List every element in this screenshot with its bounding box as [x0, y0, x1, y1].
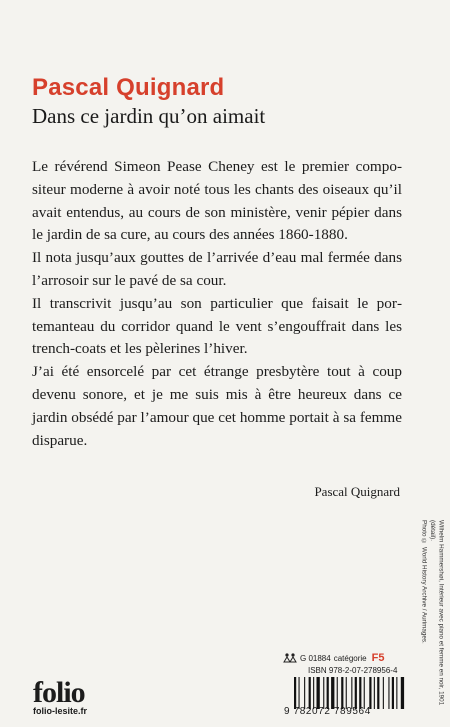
book-title: Dans ce jardin qu’on aimait	[32, 104, 266, 128]
category-label: catégorie	[333, 653, 367, 663]
blurb-paragraph-3: Il transcrivit jusqu’au son particulier que faisait le portemanteau du corridor quand le vent s’engouffrait dans les trench-coats et les pèlerines l’hiver.	[32, 294, 402, 358]
barcode-bar	[337, 677, 338, 709]
barcode-bar	[383, 677, 384, 709]
barcode-digits: 9 782072 789564	[284, 706, 371, 717]
barcode-bar	[304, 677, 305, 709]
barcode-bar	[401, 677, 404, 709]
image-credit-line-2: Photo © World History Archive / Aurimages.	[420, 520, 428, 644]
image-credit-line-1: Wilhelm Hammershøi, Intérieur avec piano et femme en noir, 1901 (détail).	[429, 520, 445, 706]
barcode-bar	[331, 677, 334, 709]
blurb-paragraph-2: Il nota jusqu’aux gouttes de l’arrivée d’eau mal fermée dans l’arrosoir sur le pavé de sa cour.	[32, 249, 402, 289]
barcode-bar	[327, 677, 329, 709]
author-signature: Pascal Quignard	[314, 484, 400, 499]
barcode-bar	[317, 677, 320, 709]
category-badge: F5	[371, 652, 385, 664]
barcode-bar	[309, 677, 311, 709]
back-cover-blurb	[32, 156, 402, 452]
catalog-line	[283, 652, 384, 664]
barcode-bar	[346, 677, 347, 709]
barcode	[294, 677, 412, 709]
barcode-bar	[377, 677, 379, 709]
image-credit	[419, 520, 445, 720]
isbn-number: ISBN 978-2-07-278956-4	[308, 666, 398, 675]
folio-logo: folio	[33, 676, 85, 709]
barcode-bar	[388, 677, 389, 709]
barcode-bar	[294, 677, 296, 709]
catalog-number: G 01884	[300, 653, 331, 663]
barcode-bar	[374, 677, 375, 709]
barcode-bar	[355, 677, 357, 709]
barcode-bar	[313, 677, 314, 709]
barcode-bar	[364, 677, 365, 709]
barcode-bar	[299, 677, 300, 709]
barcode-bar	[396, 677, 397, 709]
author-name: Pascal Quignard	[32, 74, 225, 101]
blurb-paragraph-4: J’ai été ensorcelé par cet étrange presbytère tout à coup devenu sonore, et je me suis mis à être heureux dans ce jardin obsédé par l’amour que cet homme portait à sa femme disparue.	[32, 363, 402, 449]
reader-figures-icon	[283, 653, 297, 663]
blurb-paragraph-1: Le révérend Simeon Pease Cheney est le premier compositeur moderne à avoir noté tous les chants des oiseaux qu’il avait entendus, au cours de son ministère, venir pépier dans le jardin de sa cure, au cours des années 1860-1880.	[32, 158, 402, 244]
barcode-bar	[323, 677, 324, 709]
barcode-bar	[341, 677, 343, 709]
barcode-bar	[392, 677, 394, 709]
barcode-bar	[351, 677, 352, 709]
barcode-bar	[369, 677, 371, 709]
barcode-bar	[359, 677, 361, 709]
publisher-website: folio-lesite.fr	[33, 706, 88, 716]
